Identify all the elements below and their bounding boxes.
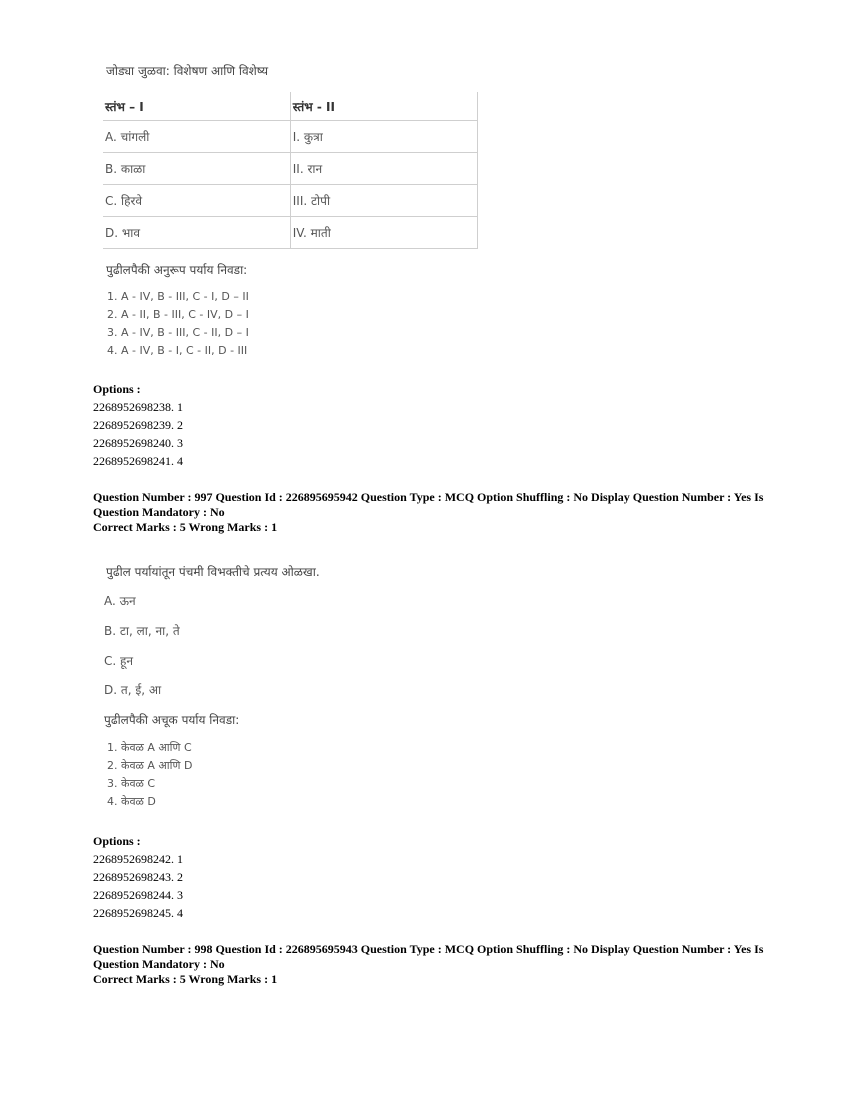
table-row	[103, 121, 478, 153]
table-cell: B. काळा	[103, 153, 290, 185]
table-cell: IV. माती	[290, 217, 477, 249]
q998-marks: Correct Marks : 5 Wrong Marks : 1	[93, 972, 278, 986]
table-cell: II. रान	[290, 153, 477, 185]
table-cell: A. चांगली	[103, 121, 290, 153]
table-row	[103, 217, 478, 249]
q996-choice-list	[107, 288, 249, 360]
q996-instruction: जोड्या जुळवा: विशेषण आणि विशेष्य	[106, 64, 269, 78]
q996-choose-prompt: पुढीलपैकी अनुरूप पर्याय निवडा:	[106, 263, 248, 277]
column-2-header: स्तंभ - II	[290, 92, 477, 121]
options-label: Options :	[93, 834, 141, 848]
q997-item: D. त, ई, आ	[104, 683, 162, 697]
table-cell: C. हिरवे	[103, 185, 290, 217]
q997-marks: Correct Marks : 5 Wrong Marks : 1	[93, 520, 278, 534]
q998-header-line1: Question Number : 998 Question Id : 226895695943 Question Type : MCQ Option Shuffling : No Display Question Number : Yes Is	[93, 942, 764, 956]
option-line: 2268952698240. 3	[93, 436, 183, 450]
list-item: 4. केवळ D	[107, 795, 156, 808]
list-item: 1. A - IV, B - III, C - I, D – II	[107, 290, 249, 303]
list-item: 2. A - II, B - III, C - IV, D – I	[107, 308, 249, 321]
q997-header	[93, 490, 773, 535]
q996-options	[93, 380, 183, 470]
q997-options	[93, 832, 183, 922]
table-row	[103, 153, 478, 185]
option-line: 2268952698243. 2	[93, 870, 183, 884]
table-cell: D. भाव	[103, 217, 290, 249]
table-cell: I. कुत्रा	[290, 121, 477, 153]
list-item: 1. केवळ A आणि C	[107, 741, 192, 754]
option-line: 2268952698238. 1	[93, 400, 183, 414]
q997-choice-list	[107, 739, 192, 811]
q997-choose-prompt: पुढीलपैकी अचूक पर्याय निवडा:	[104, 713, 240, 727]
list-item: 2. केवळ A आणि D	[107, 759, 193, 772]
option-line: 2268952698244. 3	[93, 888, 183, 902]
q997-item: C. हून	[104, 654, 134, 668]
options-label: Options :	[93, 382, 141, 396]
option-line: 2268952698242. 1	[93, 852, 183, 866]
table-row	[103, 185, 478, 217]
q998-header-line2: Question Mandatory : No	[93, 957, 225, 971]
list-item: 3. A - IV, B - III, C - II, D – I	[107, 326, 249, 339]
option-line: 2268952698241. 4	[93, 454, 183, 468]
q997-header-line1: Question Number : 997 Question Id : 226895695942 Question Type : MCQ Option Shuffling : No Display Question Number : Yes Is	[93, 490, 764, 504]
q997-header-line2: Question Mandatory : No	[93, 505, 225, 519]
q998-header	[93, 942, 773, 987]
option-line: 2268952698245. 4	[93, 906, 183, 920]
q997-item: A. ऊन	[104, 594, 136, 608]
table-cell: III. टोपी	[290, 185, 477, 217]
option-line: 2268952698239. 2	[93, 418, 183, 432]
q997-prompt: पुढील पर्यायांतून पंचमी विभक्तीचे प्रत्यय ओळखा.	[106, 565, 320, 579]
match-table	[103, 92, 478, 249]
q997-item: B. टा, ला, ना, ते	[104, 624, 180, 638]
column-1-header: स्तंभ – I	[103, 92, 290, 121]
table-header-row	[103, 92, 478, 121]
list-item: 3. केवळ C	[107, 777, 156, 790]
list-item: 4. A - IV, B - I, C - II, D - III	[107, 344, 248, 357]
